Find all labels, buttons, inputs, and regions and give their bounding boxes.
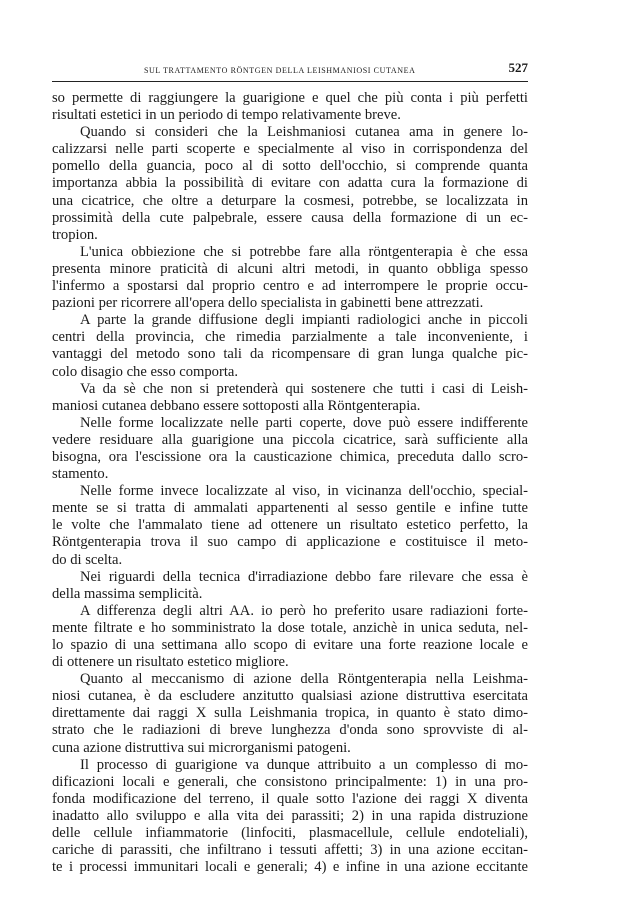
text-line: Va da sè che non si pretenderà qui sostenere che tutti i casi di Leish- [80, 380, 528, 397]
text-line: della massima semplicità. [52, 585, 203, 602]
text-line: presenta minore praticità di alcuni altri metodi, in quanto obbliga spesso [52, 260, 528, 277]
text-line: mente se si tratta di ammalati appartenenti al sesso gentile e infine tutte [52, 500, 528, 517]
text-line: stamento. [52, 466, 109, 483]
text-line: do di scelta. [52, 551, 123, 568]
text-line: centri della provincia, che rimedia parzialmente a tale inconveniente, i [52, 329, 528, 346]
text-line: A differenza degli altri AA. io però ho preferito usare radiazioni forte- [80, 602, 528, 619]
text-line: colo disagio che esso comporta. [52, 363, 239, 380]
text-line: vedere residuare alla guarigione una piccola cicatrice, sarà sufficiente alla [52, 431, 528, 448]
text-line: prossimità della cute palpebrale, essere causa della formazione di un ec- [52, 209, 528, 226]
text-line: te i processi immunitari locali e generali; 4) e infine in una azione eccitante [52, 859, 528, 876]
page-number: 527 [508, 60, 528, 75]
text-line: Röntgenterapia trova il suo campo di applicazione e costituisce il meto- [52, 534, 528, 551]
text-line: calizzarsi nelle parti scoperte e specialmente al viso in corrispondenza del [52, 141, 528, 158]
text-line: l'infermo a spostarsi dal proprio centro e ad interrompere le proprie occu- [52, 278, 528, 295]
text-line: Quanto al meccanismo di azione della Röntgenterapia nella Leishma- [80, 671, 528, 688]
text-line: le volte che l'ammalato tiene ad ottenere un risultato estetico perfetto, la [52, 517, 528, 534]
body-text [52, 90, 528, 876]
text-line: strato che le radiazioni di breve lunghezza d'onda sono sprovviste di al- [52, 722, 528, 739]
text-line: delle cellule infiammatorie (linfociti, plasmacellule, cellule endoteliali), [52, 825, 528, 842]
text-line: L'unica obbiezione che si potrebbe fare alla röntgenterapia è che essa [80, 243, 528, 260]
text-line: una cicatrice, che oltre a deturpare la cosmesi, potrebbe, se localizzata in [52, 192, 528, 209]
text-line: Nelle forme invece localizzate al viso, in vicinanza dell'occhio, special- [80, 483, 528, 500]
text-line: Il processo di guarigione va dunque attribuito a un complesso di mo- [80, 756, 528, 773]
text-line: Nei riguardi della tecnica d'irradiazione debbo fare rilevare che essa è [80, 568, 528, 585]
text-line: dificazioni locali e generali, che consistono principalmente: 1) in una pro- [52, 773, 528, 790]
text-line: pazioni per ricorrere all'opera dello specialista in gabinetti bene attrezzati. [52, 295, 484, 312]
text-line: inadatto allo sviluppo e alla vita dei parassiti; 2) in una rapida distruzione [52, 807, 528, 824]
text-line: fonda modificazione del terreno, il quale sotto l'azione dei raggi X diventa [52, 790, 528, 807]
text-line: maniosi cutanea debbano essere sottoposti alla Röntgenterapia. [52, 397, 421, 414]
running-title: SUL TRATTAMENTO RÖNTGEN DELLA LEISHMANIOSI CUTANEA [144, 66, 416, 75]
text-line: Nelle forme localizzate nelle parti coperte, dove può essere indifferente [80, 414, 528, 431]
text-line: mente filtrate e ho somministrato la dose totale, anzichè in unica seduta, nel- [52, 619, 528, 636]
running-header [52, 60, 528, 80]
text-line: vantaggi del metodo sono tali da ricompensare di gran lunga qualche pic- [52, 346, 528, 363]
text-line: bisogna, ora l'escissione ora la causticazione chimica, preceduta dallo scro- [52, 448, 528, 465]
text-line: lo spazio di una settimana allo scopo di evitare una forte reazione locale e [52, 637, 528, 653]
text-line: cariche di parassiti, che infiltrano i tessuti affetti; 3) in una azione eccitan- [52, 842, 528, 859]
text-line: Quando si consideri che la Leishmaniosi cutanea ama in genere lo- [80, 124, 528, 141]
text-line: A parte la grande diffusione degli impianti radiologici anche in piccoli [80, 312, 528, 329]
header-rule [52, 81, 528, 82]
text-line: risultati estetici in un periodo di tempo relativamente breve. [52, 107, 401, 124]
text-line: pomello della guancia, poco al di sotto dell'occhio, si comprende quanta [52, 158, 528, 175]
text-line: so permette di raggiungere la guarigione e quel che più conta i più perfetti [52, 90, 528, 106]
text-line: direttamente dai raggi X sulla Leishmania tropica, in quanto è stato dimo- [52, 705, 528, 722]
text-line: tropion. [52, 226, 98, 243]
text-line: importanza abbia la possibilità di evitare con adatta cura la formazione di [52, 175, 528, 192]
text-line: di ottenere un risultato estetico migliore. [52, 654, 289, 671]
text-line: niosi cutanea, è da escludere anzitutto qualsiasi azione distruttiva esercitata [52, 688, 528, 705]
text-line: cuna azione distruttiva sui microrganismi patogeni. [52, 739, 351, 756]
